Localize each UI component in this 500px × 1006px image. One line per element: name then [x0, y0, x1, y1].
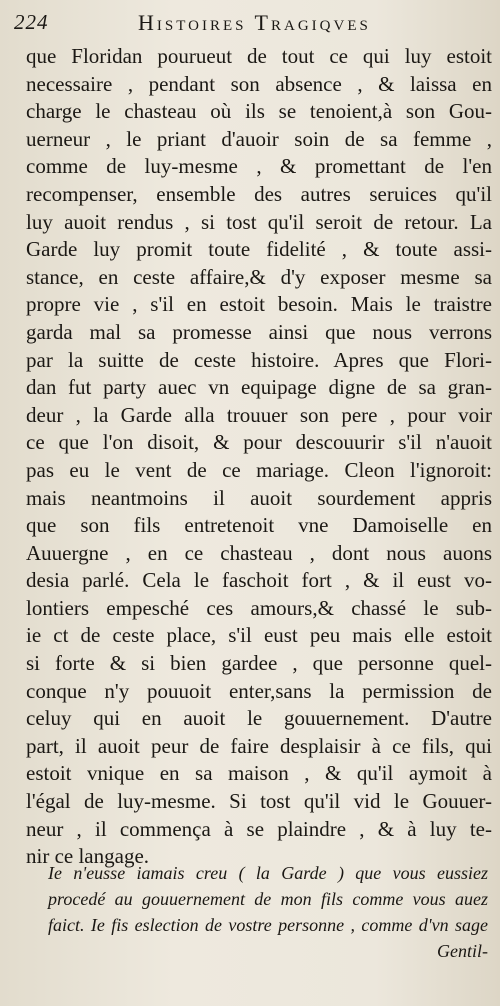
- text-line: celuy qui en auoit le gouuernement. D'autre: [26, 706, 492, 731]
- text-line: si forte & si bien gardee , que personne quel-: [26, 651, 492, 676]
- catchword: Gentil-: [437, 941, 488, 961]
- text-line: dan fut party auec vn equipage digne de sa gran-: [26, 375, 492, 400]
- text-line: Auuergne , en ce chasteau , dont nous auons: [26, 540, 492, 565]
- text-line: garda mal sa promesse ainsi que nous verrons: [26, 319, 492, 344]
- text-line: que Floridan pourueut de tout ce qui luy estoit: [26, 44, 492, 68]
- text-line: par la suitte de ceste histoire. Apres que Flori-: [26, 347, 492, 372]
- text-line: necessaire , pendant son absence , & laissa en: [26, 71, 492, 96]
- running-title: Histoires Tragiqves: [138, 10, 371, 35]
- text-line: ce que l'on disoit, & pour descouurir s'il n'auoit: [26, 430, 492, 455]
- page-header: [14, 10, 490, 40]
- text-line: desia parlé. Cela le faschoit fort , & il eust vo-: [26, 568, 492, 593]
- text-line: stance, en ceste affaire,& d'y exposer mesme sa: [26, 264, 492, 289]
- text-line: lontiers empesché ces amours,& chassé le sub-: [26, 595, 492, 620]
- italic-line: procedé au gouuernement de mon fils comme vous auez: [48, 889, 488, 909]
- text-line: que son fils entretenoit vne Damoiselle en: [26, 513, 492, 538]
- text-line: l'égal de luy-mesme. Si tost qu'il vid le Gouuer-: [26, 789, 492, 814]
- text-line: pas eu le vent de ce mariage. Cleon l'ignoroit:: [26, 457, 492, 482]
- text-line: conque n'y pouuoit enter,sans la permission de: [26, 678, 492, 703]
- text-line: uerneur , le priant d'auoir soin de sa femme ,: [26, 126, 492, 151]
- body-text: [26, 43, 492, 871]
- text-line: mais neantmoins il auoit sourdement appris: [26, 485, 492, 510]
- text-line: luy auoit rendus , si tost qu'il seroit de retour. La: [26, 209, 492, 234]
- text-line: nir ce langage.: [26, 844, 150, 869]
- text-line: comme de luy-mesme , & promettant de l'en: [26, 154, 492, 179]
- italic-line: Ie n'eusse iamais creu ( la Garde ) que vous eussiez: [48, 863, 488, 883]
- text-line: neur , il commença à se plaindre , & à luy te-: [26, 816, 492, 841]
- text-line: estoit vnique en sa maison , & qu'il aymoit à: [26, 761, 492, 786]
- italic-line: faict. Ie fis eslection de vostre personne , comme d'vn sage: [48, 915, 488, 935]
- text-line: charge le chasteau où ils se tenoient,à son Gou-: [26, 99, 492, 124]
- text-line: part, il auoit peur de faire desplaisir à ce fils, qui: [26, 733, 492, 758]
- text-line: Garde luy promit toute fidelité , & toute assi-: [26, 237, 492, 262]
- text-line: deur , la Garde alla trouuer son pere , pour voir: [26, 402, 492, 427]
- quoted-speech: [48, 860, 488, 964]
- text-line: ie ct de ceste place, s'il eust peu mais elle estoit: [26, 623, 492, 648]
- page-number: 224: [14, 10, 49, 34]
- text-line: propre vie , s'il en estoit besoin. Mais le traistre: [26, 292, 492, 317]
- text-line: recompenser, ensemble des autres seruices qu'il: [26, 181, 492, 206]
